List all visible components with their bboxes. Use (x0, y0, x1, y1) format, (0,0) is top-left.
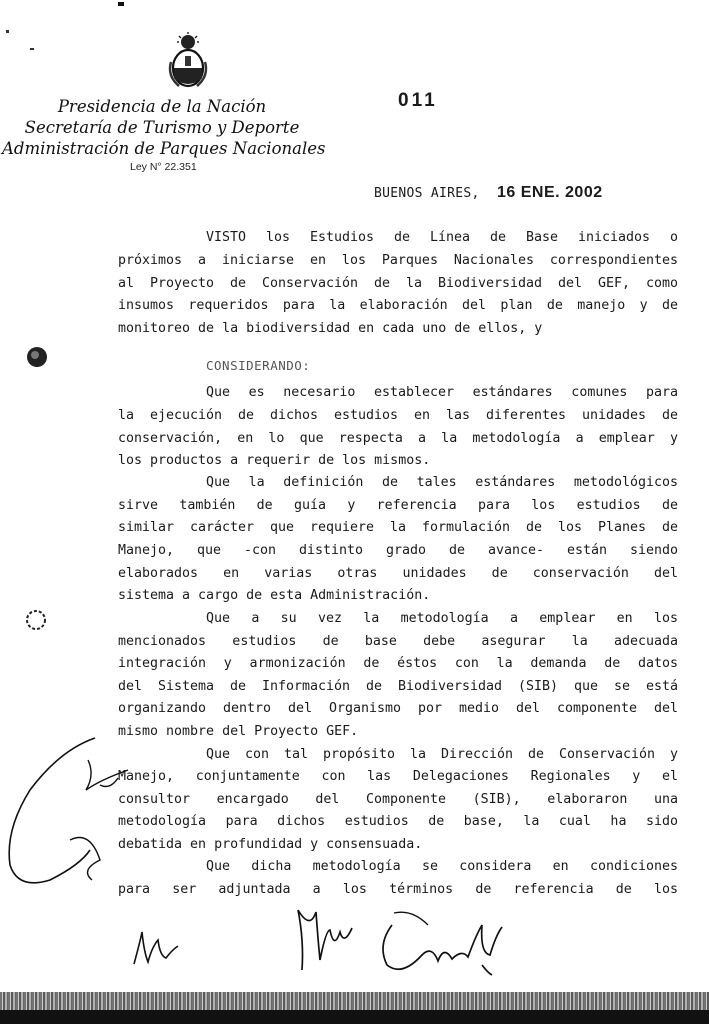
visto-line-1: VISTO los Estudios de Línea de Base iniciados o (206, 230, 678, 245)
scan-edge (0, 1010, 709, 1024)
p1-line-4: los productos a requerir de los mismos. (118, 453, 431, 468)
law-number: Ley N° 22.351 (130, 161, 197, 173)
visto-line-2: próximos a iniciarse en los Parques Nacionales correspondientes (118, 253, 678, 268)
signature-1-icon (128, 922, 184, 970)
considerando-heading: CONSIDERANDO: (206, 358, 311, 373)
p2-line-4: Manejo, que -con distinto grado de avance- están siendo (118, 543, 678, 558)
coat-of-arms-icon (165, 32, 211, 90)
scan-noise-strip (0, 992, 709, 1010)
scan-speck (6, 30, 9, 33)
p2-line-6: sistema a cargo de esta Administración. (118, 588, 431, 603)
p3-line-3: integración y armonización de éstos con la demanda de datos (118, 656, 678, 671)
institution-header (2, 96, 326, 159)
p1-line-2: la ejecución de dichos estudios en las diferentes unidades de (118, 408, 678, 423)
punch-hole-icon (24, 344, 50, 370)
visto-line-5: monitoreo de la biodiversidad en cada uno de ellos, y (118, 321, 543, 336)
punch-hole-icon (24, 608, 48, 632)
signature-2-icon (290, 900, 360, 980)
presidencia-line: Presidencia de la Nación (57, 97, 267, 116)
administracion-line: Administración de Parques Nacionales (2, 139, 326, 158)
p4-line-3: consultor encargado del Componente (SIB), elaboraron una (118, 792, 678, 807)
p3-line-2: mencionados estudios de base debe asegurar la adecuada (118, 634, 678, 649)
p5-line-2: para ser adjuntada a los términos de referencia de los (118, 882, 678, 897)
p2-line-1: Que la definición de tales estándares metodológicos (206, 475, 678, 490)
p3-line-1: Que a su vez la metodología a emplear en los (206, 611, 678, 626)
p4-line-1: Que con tal propósito la Dirección de Conservación y (206, 747, 678, 762)
p2-line-2: sirve también de guía y referencia para los estudios de (118, 498, 678, 513)
p3-line-5: organizando dentro del Organismo por medio del componente del (118, 701, 678, 716)
scan-speck (118, 2, 124, 6)
p4-line-5: debatida en profundidad y consensuada. (118, 837, 423, 852)
scan-speck (30, 48, 34, 50)
p4-line-4: metodología para dichos estudios de base, la cual ha sido (118, 814, 678, 829)
p5-line-1: Que dicha metodología se considera en condiciones (206, 859, 678, 874)
secretaria-line: Secretaría de Turismo y Deporte (24, 118, 300, 137)
date-stamp: 16 ENE. 2002 (497, 184, 603, 201)
p2-line-5: elaborados en varias otras unidades de conservación del (118, 566, 678, 581)
signature-3-icon (372, 905, 512, 985)
p1-line-3: conservación, en lo que respecta a la metodología a emplear y (118, 431, 678, 446)
p3-line-6: mismo nombre del Proyecto GEF. (118, 724, 359, 739)
visto-line-4: insumos requeridos para la elaboración del plan de manejo y de (118, 298, 678, 313)
p2-line-3: similar carácter que requiere la formulación de los Planes de (118, 520, 678, 535)
p3-line-4: del Sistema de Información de Biodiversidad (SIB) que se está (118, 679, 678, 694)
p1-line-1: Que es necesario establecer estándares comunes para (206, 385, 678, 400)
city-label: BUENOS AIRES, (374, 186, 480, 201)
visto-line-3: al Proyecto de Conservación de la Biodiversidad del GEF, como (118, 276, 678, 291)
document-number: 011 (398, 90, 438, 111)
margin-signature-icon (0, 730, 140, 900)
p4-line-2: Manejo, conjuntamente con las Delegaciones Regionales y el (118, 769, 678, 784)
